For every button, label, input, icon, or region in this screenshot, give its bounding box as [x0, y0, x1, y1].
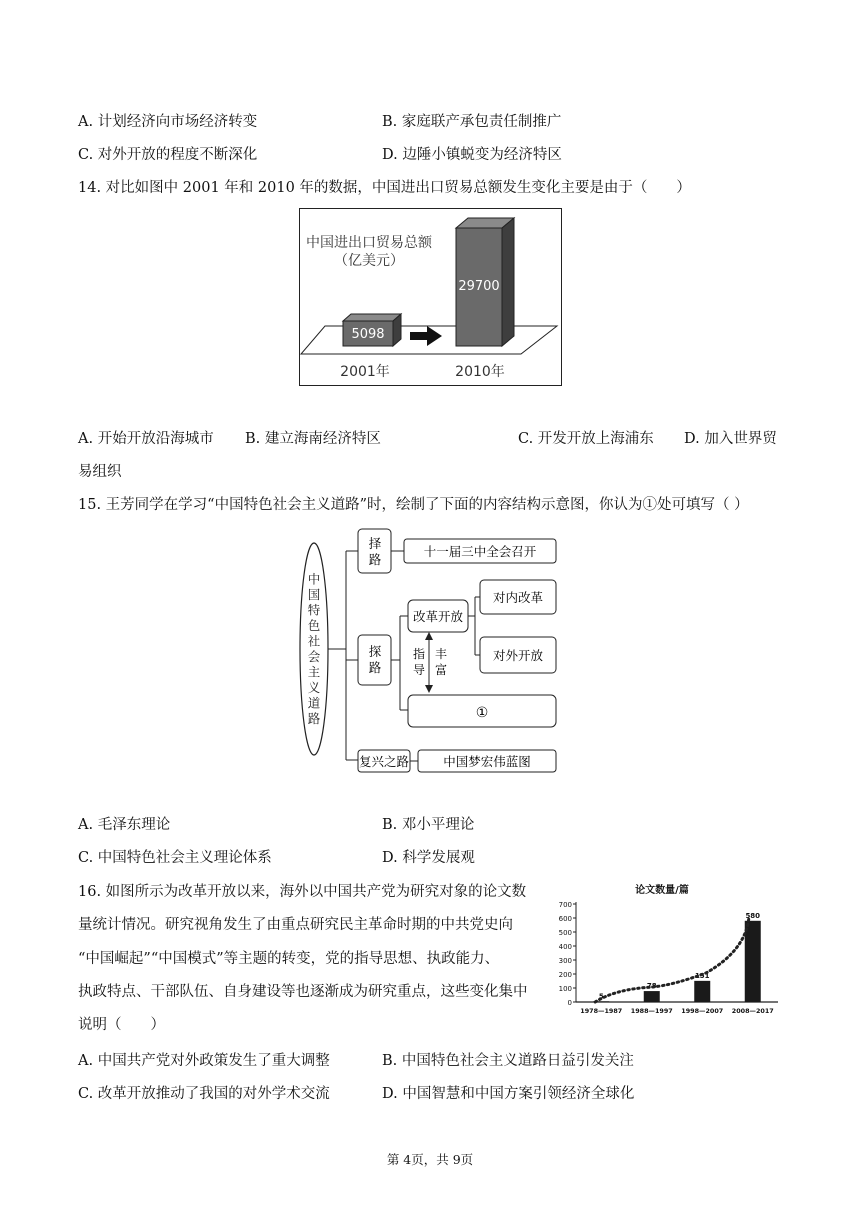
page-footer: 第 4页，共 9页: [386, 1152, 474, 1167]
chart-x-tick-label: 1998—2007: [681, 1007, 724, 1015]
q16-stem-line2: 量统计情况。研究视角发生了由重点研究民主革命时期的中共党史向: [78, 917, 513, 933]
chart-data-label: 5: [598, 992, 604, 1001]
q16-stem-line1: 16. 如图所示为改革开放以来，海外以中国共产党为研究对象的论文数: [78, 884, 527, 900]
diagram-reform: 改革开放: [412, 609, 464, 624]
q14-bar-2010: [456, 218, 514, 346]
diagram-enrich: 丰富: [434, 647, 448, 677]
diagram-branch1: 择路: [368, 536, 382, 567]
chart-bar: [644, 991, 660, 1002]
q13-option-a: A. 计划经济向市场经济转变: [78, 114, 258, 130]
q15-option-c: C. 中国特色社会主义理论体系: [78, 850, 272, 866]
q16-option-b: B. 中国特色社会主义道路日益引发关注: [382, 1053, 634, 1069]
q15-stem: 15. 王芳同学在学习“中国特色社会主义道路”时，绘制了下面的内容结构示意图，你认为①处可填写（ ）: [78, 497, 749, 513]
q14-bar-2001: [343, 314, 401, 346]
chart-data-label: 580: [745, 911, 761, 920]
chart-x-tick-label: 1978—1987: [580, 1007, 623, 1015]
chart-y-tick-label: 700: [558, 901, 572, 909]
chart-x-tick-label: 1988—1997: [630, 1007, 673, 1015]
q14-bar-2010-value: 29700: [458, 279, 500, 294]
diagram-branch3: 复兴之路: [358, 754, 410, 769]
q15-option-b: B. 邓小平理论: [382, 817, 475, 833]
q13-option-b: B. 家庭联产承包责任制推广: [382, 114, 562, 130]
chart-y-tick-label: 200: [558, 971, 572, 979]
q13-option-c: C. 对外开放的程度不断深化: [78, 147, 258, 163]
diagram-branch1-item: 十一届三中全会召开: [423, 544, 537, 559]
q14-bar-2010-label: 2010年: [455, 364, 505, 380]
chart-y-tick-label: 500: [558, 929, 572, 937]
q14-trade-figure: [299, 208, 562, 386]
chart-data-label: 151: [694, 971, 710, 980]
chart-y-tick-label: 0: [567, 999, 572, 1007]
q14-figure-title-2: （亿美元）: [334, 253, 404, 269]
q14-option-d: D. 加入世界贸: [684, 431, 777, 447]
q14-option-d-continued: 易组织: [78, 464, 122, 480]
diagram-opening-up: 对外开放: [492, 648, 544, 663]
chart-y-tick-label: 100: [558, 985, 572, 993]
diagram-inner-reform: 对内改革: [492, 590, 544, 605]
q16-stem-line3: “中国崛起”“中国模式”等主题的转变，党的指导思想、执政能力、: [78, 951, 500, 967]
q14-stem: 14. 对比如图中 2001 年和 2010 年的数据，中国进出口贸易总额发生变化主要是由于（ ）: [78, 180, 691, 196]
q15-structure-diagram: [298, 523, 562, 775]
diagram-branch3-item: 中国梦宏伟蓝图: [443, 754, 531, 769]
q16-option-d: D. 中国智慧和中国方案引领经济全球化: [382, 1086, 635, 1102]
chart-y-tick-label: 300: [558, 957, 572, 965]
chart-x-tick-label: 2008—2017: [731, 1007, 774, 1015]
q13-option-d: D. 边陲小镇蜕变为经济特区: [382, 147, 562, 163]
q16-option-c: C. 改革开放推动了我国的对外学术交流: [78, 1086, 330, 1102]
q14-option-a: A. 开始开放沿海城市: [78, 431, 214, 447]
q14-option-c: C. 开发开放上海浦东: [518, 431, 654, 447]
diagram-blank: ①: [475, 705, 489, 721]
q16-stem-line5: 说明（ ）: [78, 1017, 165, 1033]
diagram-root: 中国特色社会主义道路: [307, 571, 321, 726]
diagram-branch2: 探路: [368, 644, 382, 675]
q14-figure-title-1: 中国进出口贸易总额: [306, 235, 432, 251]
diagram-guide: 指导: [412, 647, 426, 677]
q14-option-b: B. 建立海南经济特区: [245, 431, 381, 447]
q14-bar-2001-label: 2001年: [340, 364, 390, 380]
chart-data-label: 78: [646, 982, 657, 991]
q16-option-a: A. 中国共产党对外政策发生了重大调整: [78, 1053, 330, 1069]
q14-bar-2001-value: 5098: [351, 327, 385, 342]
q15-option-d: D. 科学发展观: [382, 850, 475, 866]
q16-paper-count-chart: [550, 878, 784, 1024]
chart-title: 论文数量/篇: [635, 885, 689, 896]
q15-option-a: A. 毛泽东理论: [78, 817, 171, 833]
chart-trend-line: [595, 919, 749, 1002]
chart-bar: [694, 981, 710, 1002]
chart-y-tick-label: 600: [558, 915, 572, 923]
chart-y-tick-label: 400: [558, 943, 572, 951]
chart-bar: [745, 921, 761, 1002]
q16-stem-line4: 执政特点、干部队伍、自身建设等也逐渐成为研究重点，这些变化集中: [78, 984, 528, 1000]
